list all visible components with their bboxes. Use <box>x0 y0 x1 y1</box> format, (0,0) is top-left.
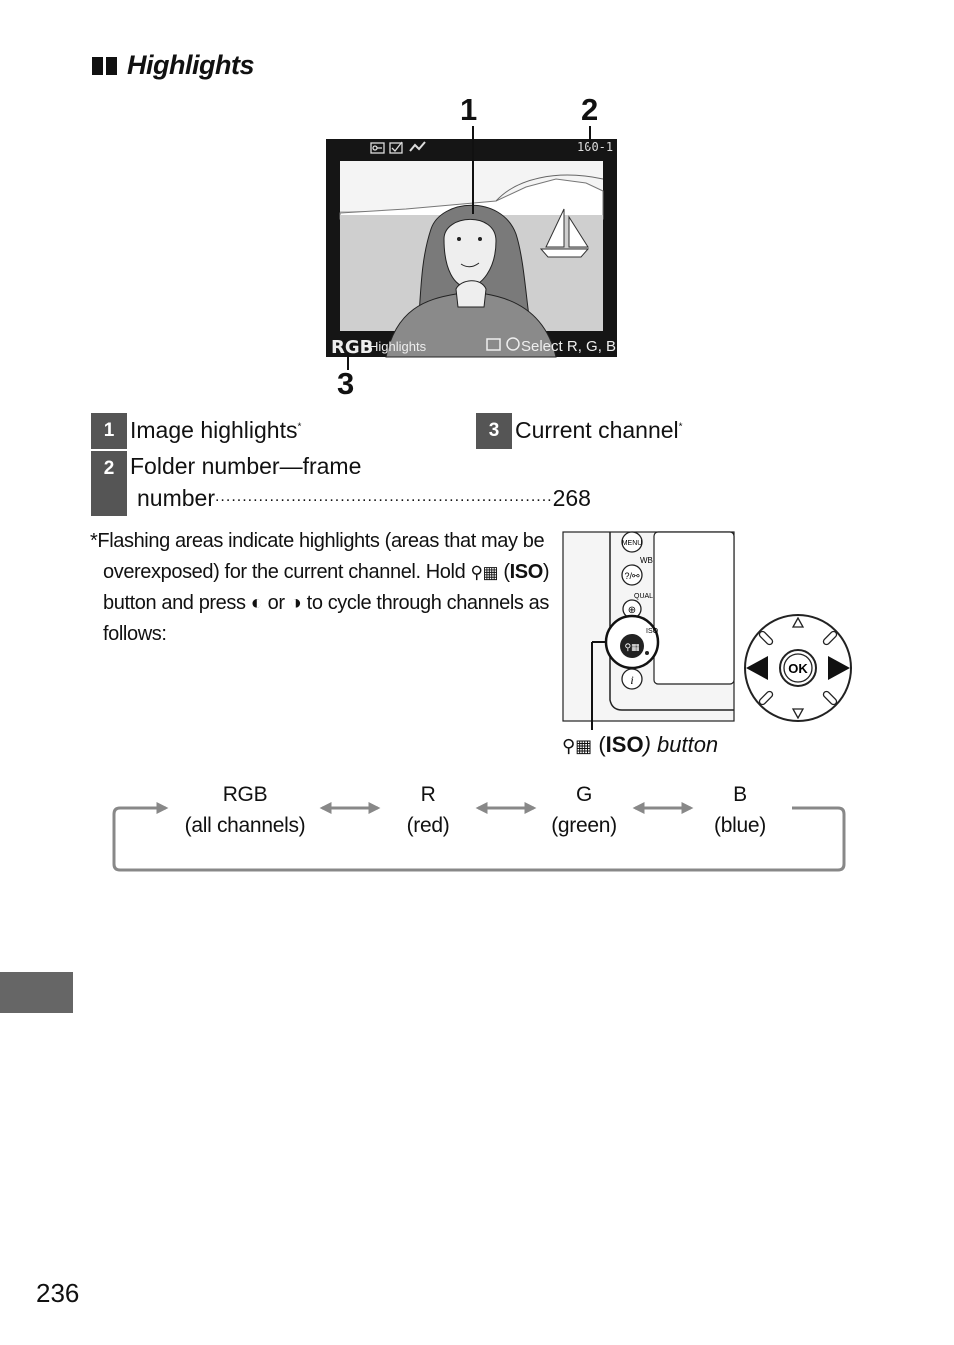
callout-3: 3 <box>337 366 355 401</box>
svg-text:?/⚯: ?/⚯ <box>624 571 640 581</box>
cycle-item-g: G (green) <box>551 783 617 837</box>
zoom-out-icon: ⚲▦ <box>562 736 593 756</box>
ok-button-icon: OK <box>788 661 808 676</box>
camera-back-illustration <box>560 530 860 730</box>
zoom-out-button-icon <box>606 616 659 668</box>
legend-number: 1 <box>91 413 127 449</box>
cycle-item-rgb: RGB (all channels) <box>184 783 306 837</box>
legend-label-2: Folder number—frame <box>130 453 362 479</box>
select-channel-label: Select R, G, B <box>521 338 617 355</box>
wb-label: WB <box>640 556 653 565</box>
channel-indicator: RGB <box>331 337 374 358</box>
info-button-icon <box>622 669 642 689</box>
multi-selector-left-icon: ◐ <box>250 592 263 614</box>
cycle-item-b: B (blue) <box>714 783 766 837</box>
legend-label-1: Image highlights* <box>130 417 302 443</box>
callout-2: 2 <box>581 92 599 127</box>
help-protect-button-icon <box>622 565 642 585</box>
iso-button-caption: ⚲▦ (ISO) button <box>562 732 719 757</box>
legend-item-3 <box>476 413 512 449</box>
footnote: *Flashing areas indicate highlights (areas that may be overexposed) for the current channel. Hold ⚲▦ (ISO) button and press ◐ or ◑ to cycle through channels as follows: <box>90 530 550 645</box>
svg-text:MENU: MENU <box>621 540 643 547</box>
legend-item-2 <box>91 451 127 516</box>
legend-label-3: Current channel* <box>515 417 683 443</box>
cycle-item-r: R (red) <box>406 783 450 837</box>
chapter-tab <box>0 972 73 1013</box>
multi-selector-right-icon: ◑ <box>289 592 302 614</box>
legend-label-2-cont: number .............................................................. 268 <box>137 485 591 511</box>
svg-text:ISO: ISO <box>646 628 659 635</box>
callout-leaders <box>0 0 954 420</box>
legend-number: 3 <box>476 413 512 449</box>
qual-label: QUAL <box>634 593 654 600</box>
callout-1: 1 <box>460 92 478 127</box>
folder-frame-number: 100-1 <box>577 140 614 154</box>
svg-text:i: i <box>630 673 634 687</box>
zoom-out-icon: ⚲▦ <box>470 563 499 582</box>
multi-selector-icon <box>745 615 851 721</box>
mode-label: Highlights <box>369 339 427 354</box>
svg-text:⚲▦: ⚲▦ <box>624 642 640 652</box>
section-title: Highlights <box>127 50 254 80</box>
menu-button-icon <box>622 532 643 552</box>
legend-number: 2 <box>91 451 127 487</box>
page-number: 236 <box>36 1278 80 1308</box>
svg-text:⊕: ⊕ <box>627 605 637 616</box>
legend-item-1 <box>91 413 127 449</box>
